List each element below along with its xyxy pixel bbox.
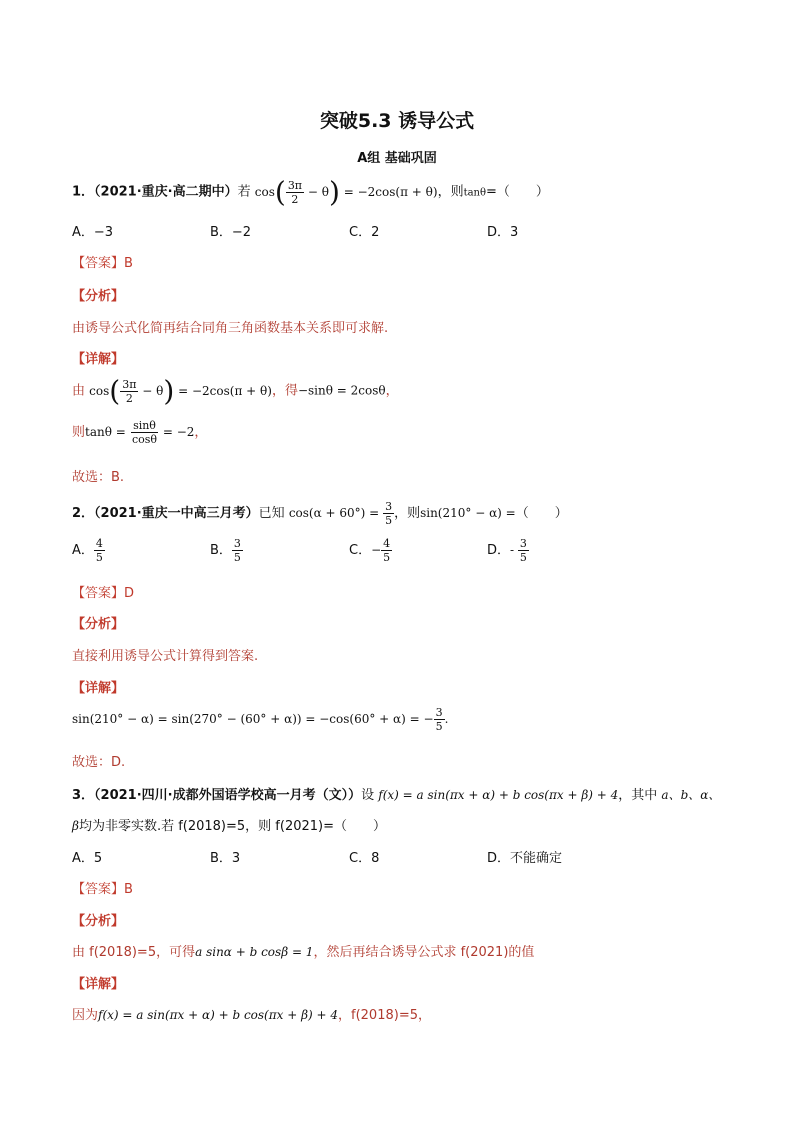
- option-c: C．8: [349, 851, 380, 866]
- detail-formula: sin(210° − α) = sin(270° − (60° + α)) = −cos(60° + α) = − $\frac{3}{5}$ .: [72, 706, 449, 733]
- question-source: （2021·四川·成都外国语学校高一月考（文））: [94, 788, 362, 803]
- formula: f(x) = a sin(πx + α) + b cos(πx + β) + 4: [378, 788, 619, 802]
- detail-line-1: 由 cos( $\frac{3\pi}{2}$ − θ) = −2cos(π + θ)，得−sinθ = 2cosθ，: [72, 374, 399, 407]
- answer: 【答案】D: [72, 586, 135, 601]
- question-number: 1．: [72, 184, 95, 200]
- question-text: ，则: [437, 184, 464, 200]
- analysis-text: 由 f(2018)=5，可得a sinα + b cosβ = 1，然后再结合诱导公式求 f(2021)的值: [72, 945, 535, 960]
- formula: tanθ: [463, 187, 487, 199]
- detail-label: 【详解】: [72, 681, 125, 696]
- option-d: D．- $\frac{3}{5}$: [487, 537, 527, 564]
- analysis-label: 【分析】: [72, 617, 125, 632]
- question-3-line-2: β均为非零实数.若 f(2018)=5，则 f(2021)=（ ）: [72, 819, 386, 834]
- answer: 【答案】B: [72, 882, 133, 897]
- option-c: C．− $\frac{4}{5}$: [349, 537, 391, 564]
- detail-line-2: 则tanθ = $\frac{\sin\theta}{\cos\theta}$ = −2，: [72, 419, 208, 446]
- analysis-text: 直接利用诱导公式计算得到答案.: [72, 649, 259, 664]
- question-number: 2．: [72, 506, 95, 521]
- formula: cos(α + 60°) = $\frac{3}{5}$: [288, 500, 393, 527]
- question-1: [72, 175, 549, 208]
- option-a: A．−3: [72, 225, 114, 240]
- section-subtitle: A组 基础巩固: [357, 151, 437, 166]
- analysis-label: 【分析】: [72, 289, 125, 304]
- formula: cos( $\frac{3\pi}{2}$ − θ) = −2cos(π + θ): [254, 175, 438, 208]
- conclusion: 故选：B.: [72, 470, 125, 485]
- analysis-text: 由诱导公式化简再结合同角三角函数基本关系即可求解.: [72, 321, 389, 336]
- detail-label: 【详解】: [72, 977, 125, 992]
- answer: 【答案】B: [72, 256, 133, 271]
- question-source: （2021·重庆·高二期中）: [94, 184, 238, 200]
- option-a: A． $\frac{4}{5}$: [72, 537, 103, 564]
- conclusion: 故选：D.: [72, 755, 126, 770]
- question-2: 2．（2021·重庆一中高三月考）已知 cos(α + 60°) = $\frac{3}{5}$ ，则sin(210° − α) =（ ）: [72, 500, 568, 527]
- option-b: B．−2: [210, 225, 252, 240]
- option-a: A．5: [72, 851, 103, 866]
- question-text: =（ ）: [486, 184, 549, 200]
- detail-line-1: 因为f(x) = a sin(πx + α) + b cos(πx + β) + 4，f(2018)=5，: [72, 1008, 431, 1023]
- formula: sin(210° − α) =: [420, 506, 516, 520]
- analysis-label: 【分析】: [72, 914, 125, 929]
- question-number: 3．: [72, 788, 95, 803]
- option-d: D．不能确定: [487, 851, 563, 866]
- page-title: 突破5.3 诱导公式: [319, 110, 475, 132]
- option-b: B． $\frac{3}{5}$: [210, 537, 241, 564]
- question-text: 若: [237, 184, 251, 200]
- option-b: B．3: [210, 851, 241, 866]
- option-d: D．3: [487, 225, 519, 240]
- question-3: 3．（2021·四川·成都外国语学校高一月考（文））设 f(x) = a sin(πx + α) + b cos(πx + β) + 4，其中 a、b、α、: [72, 788, 721, 803]
- detail-label: 【详解】: [72, 352, 125, 367]
- option-c: C．2: [349, 225, 380, 240]
- question-source: （2021·重庆一中高三月考）: [94, 506, 259, 521]
